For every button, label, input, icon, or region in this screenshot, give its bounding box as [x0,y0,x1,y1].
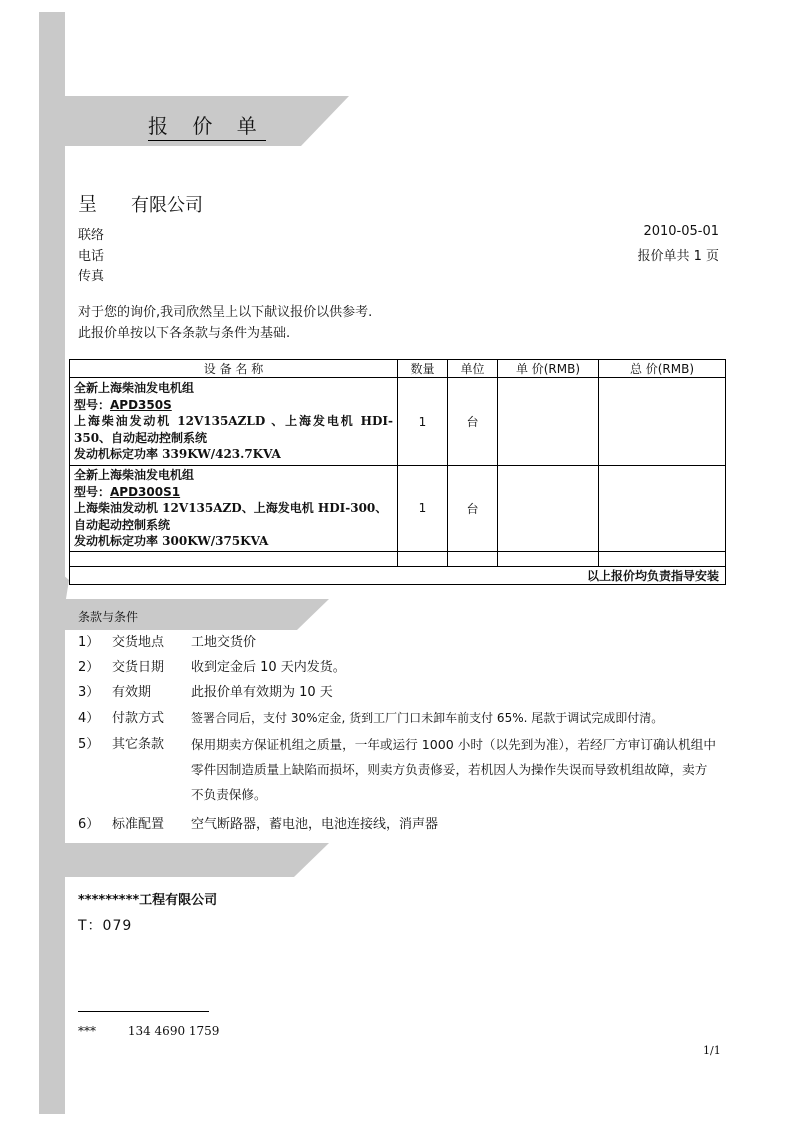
quote-date: 2010-05-01 [643,224,719,239]
column-header: 单位 [448,360,498,378]
term-value: 此报价单有效期为 10 天 [191,685,333,700]
table-row [70,378,726,466]
page-title: 报 价 单 [148,110,266,141]
contact-line [78,1024,219,1038]
equipment-cell [70,466,398,552]
table-row [70,466,726,552]
term-number: 4） [78,711,100,726]
model-label: 型号： [74,484,111,499]
term-item [78,812,738,837]
equipment-name: 全新上海柴油发电机组 [74,381,195,396]
term-number: 2） [78,660,100,675]
term-key: 付款方式 [112,711,165,726]
term-key: 交货地点 [112,635,165,650]
column-header: 单 价(RMB) [498,360,599,378]
total-price-cell [599,378,726,466]
phone-label: 电话 [78,249,105,264]
term-item [78,706,738,731]
rated-power: 发动机标定功率 300KW/375KVA [74,534,269,548]
equipment-description: 上海柴油发动机 12V135AZD、上海发电机 HDI-300、自动起动控制系统 [74,501,388,532]
unit-cell: 台 [448,378,498,466]
term-key: 其它条款 [112,737,165,752]
term-item [78,680,738,705]
signature-company: *********工程有限公司 [78,893,218,908]
equipment-cell [70,378,398,466]
left-wedge-top [39,12,79,112]
term-key: 标准配置 [112,817,165,832]
term-number: 1） [78,635,100,650]
signature-telephone: T：079 [78,918,133,934]
page-number: 1/1 [703,1044,721,1057]
table-footer-row [70,566,726,584]
model-label: 型号： [74,397,111,412]
term-item [78,732,738,808]
terms-heading: 条款与条件 [78,610,139,624]
equipment-name: 全新上海柴油发电机组 [74,468,195,482]
signature-divider [78,1011,209,1012]
column-header: 总 价(RMB) [599,360,726,378]
fax-label: 传真 [78,269,105,284]
column-header: 数量 [398,360,448,378]
intro-line-2: 此报价单按以下各条款与条件为基础. [78,326,291,341]
term-item [78,655,738,680]
quote-table [69,359,726,585]
recipient-company: 有限公司 [131,195,203,216]
contact-name: *** [78,1024,96,1038]
term-value: 收到定金后 10 天内发货。 [191,660,346,675]
term-value: 签署合同后，支付 30%定金, 货到工厂门口未卸车前支付 65%. 尾款于调试完成即付清。 [191,711,664,725]
total-price-cell [599,466,726,552]
table-empty-row [70,551,726,566]
term-number: 3） [78,685,100,700]
model-number: APD300S1 [110,484,181,499]
unit-cell: 台 [448,466,498,552]
recipient-label: 呈 [78,193,98,215]
rated-power: 发动机标定功率 339KW/423.7KVA [74,447,281,462]
table-header-row [70,360,726,378]
intro-line-1: 对于您的询价,我司欣然呈上以下献议报价以供参考. [78,305,373,320]
term-value: 空气断路器，蓄电池，电池连接线，消声器 [191,817,439,832]
quantity-cell: 1 [398,466,448,552]
installation-note: 以上报价均负责指导安装 [70,566,726,584]
unit-price-cell [498,466,599,552]
term-key: 有效期 [112,685,152,700]
term-key: 交货日期 [112,660,165,675]
term-value: 保用期卖方保证机组之质量，一年或运行 1000 小时（以先到为准），若经厂方审订确认机组中零件因制造质量上缺陷而损坏，则卖方负责修妥，若机因人为操作失误而导致机组故障，卖方不负责保修。 [191,737,716,802]
column-header: 设 备 名 称 [70,360,398,378]
term-number: 6） [78,817,100,832]
quantity-cell: 1 [398,378,448,466]
unit-price-cell [498,378,599,466]
term-number: 5） [78,737,100,752]
signature-wedge [39,843,329,877]
left-wedge-1 [39,280,79,340]
page-count: 报价单共 1 页 [637,249,719,264]
equipment-description: 上海柴油发动机 12V135AZLD 、上海发电机 HDI-350、自动起动控制系统 [74,414,393,445]
term-item [78,630,738,655]
term-value: 工地交货价 [191,635,257,650]
contact-label: 联络 [78,228,105,243]
model-number: APD350S [110,397,172,412]
contact-phone: 134 4690 1759 [127,1024,220,1038]
